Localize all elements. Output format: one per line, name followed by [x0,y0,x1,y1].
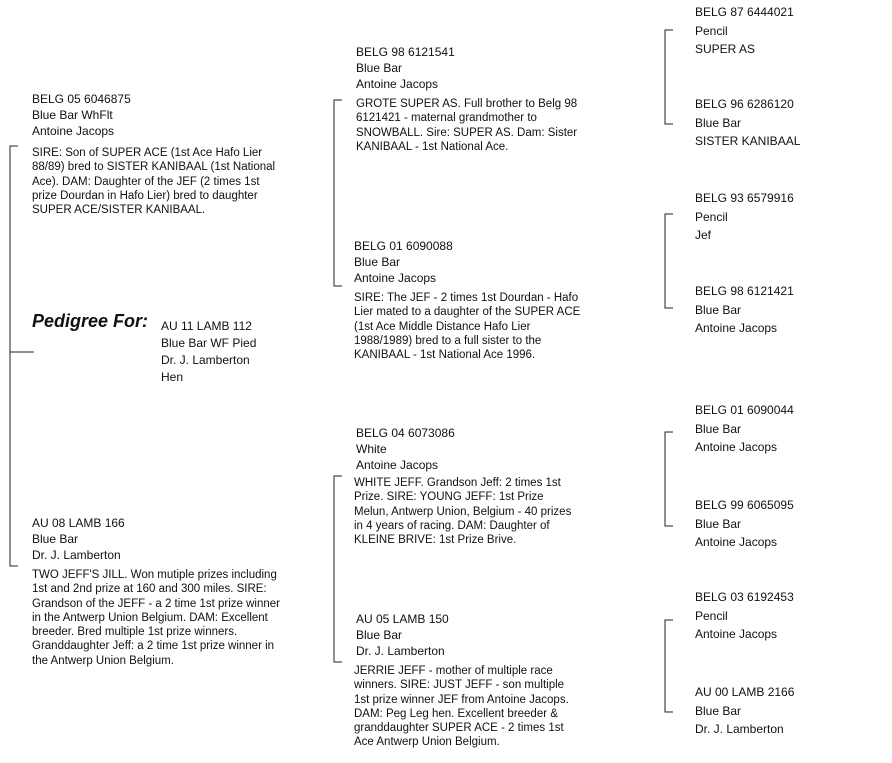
ggp-color: Pencil [695,608,728,623]
dam-description [32,568,280,668]
sire-description [32,146,275,217]
sire-dam-description [354,291,580,362]
ggp-band: BELG 87 6444021 [695,5,794,19]
ggp-card-5 [695,401,794,457]
ggp-bracket-1 [665,30,673,124]
sire-owner: Antoine Jacops [32,124,115,138]
dam-sire-desc-line: in 4 years of racing. DAM: Daughter of [354,519,550,532]
ggp-band: BELG 98 6121421 [695,284,794,298]
sire-sire-desc-line: KANIBAAL - 1st National Ace. [356,140,509,153]
sire-sire-card [356,45,455,92]
sire-band: BELG 05 6046875 [32,92,131,106]
subject-owner: Dr. J. Lamberton [161,353,250,367]
dam-desc-line: TWO JEFF'S JILL. Won mutiple prizes including [32,569,277,581]
dam-owner: Dr. J. Lamberton [32,548,121,562]
ggp-color: Blue Bar [695,516,742,531]
dam-sire-band: BELG 04 6073086 [356,426,455,440]
dam-sire-description [354,476,571,547]
dam-dam-desc-line: 1st prize winner JEF from Antoine Jacops. [354,693,569,706]
dam-sire-desc-line: WHITE JEFF. Grandson Jeff: 2 times 1st [354,477,561,489]
sire-sire-desc-line: 6121421 - maternal grandmother to [356,112,537,125]
dam-desc-line: the Antwerp Union Belgium. [32,654,174,667]
ggp-color: Pencil [695,209,728,224]
ggp-card-7 [695,588,794,644]
dam-desc-line: Grandson of the JEFF - a 2 time 1st prize winner [32,597,280,610]
sire-desc-line: SUPER ACE/SISTER KANIBAAL. [32,204,206,217]
dam-sire-owner: Antoine Jacops [356,458,439,472]
sire-dam-color: Blue Bar [354,255,401,269]
ggp-bracket-3 [665,432,673,526]
ggp-name: SISTER KANIBAAL [695,134,801,148]
ggp-band: BELG 93 6579916 [695,191,794,205]
dam-dam-band: AU 05 LAMB 150 [356,612,449,626]
sire-dam-band: BELG 01 6090088 [354,239,453,253]
sire-sire-desc-line: SNOWBALL. Sire: SUPER AS. Dam: Sister [356,126,578,139]
ggp-name: Antoine Jacops [695,440,778,454]
dam-dam-card [356,612,449,659]
sire-dam-desc-line: KANIBAAL - 1st National Ace 1996. [354,349,536,362]
dam-sire-desc-line: Prize. SIRE: YOUNG JEFF: 1st Prize [354,491,544,504]
dam-dam-color: Blue Bar [356,628,403,642]
sire-desc-line: 88/89) bred to SISTER KANIBAAL (1st National [32,161,276,174]
ggp-name: Antoine Jacops [695,627,778,641]
subject-band: AU 11 LAMB 112 [161,319,252,333]
dam-sire-desc-line: KLEINE BRIVE: 1st Prize Brive. [354,534,517,547]
dam-desc-line: in the Antwerp Union Belgium. DAM: Excellent [32,611,268,624]
sire-desc-line: SIRE: Son of SUPER ACE (1st Ace Hafo Lier [32,147,263,159]
dam-dam-owner: Dr. J. Lamberton [356,644,445,658]
ggp-band: BELG 03 6192453 [695,590,794,604]
ggp-color: Blue Bar [695,703,742,718]
dam-desc-line: breeder. Bred multiple 1st prize winners. [32,626,238,639]
sire-sire-band: BELG 98 6121541 [356,45,455,59]
dam-sire-desc-line: Melun, Antwerp Union, Belgium - 40 prizes [354,505,572,518]
ggp-card-2 [695,95,800,151]
sire-sire-description [356,97,577,154]
dam-dam-desc-line: Ace Antwerp Union Belgium. [354,736,500,749]
sire-dam-desc-line: SIRE: The JEF - 2 times 1st Dourdan - Hafo [354,292,579,304]
ggp-name: SUPER AS [695,42,756,56]
sire-dam-owner: Antoine Jacops [354,271,437,285]
dam-color: Blue Bar [32,532,79,546]
subject-card [161,319,256,385]
sire-dam-card [354,239,453,286]
ggp-bracket-2 [665,214,673,308]
ggp-band: BELG 01 6090044 [695,403,794,417]
ggp-band: AU 00 LAMB 2166 [695,685,795,699]
dam-desc-line: 1st and 2nd prize at 160 and 300 miles. SIRE: [32,583,267,596]
sire-card [32,92,131,139]
sire-sire-owner: Antoine Jacops [356,77,439,91]
dam-bracket [334,476,342,662]
dam-dam-desc-line: DAM: Peg Leg hen. Excellent breeder & [354,707,558,720]
dam-sire-card [356,426,455,473]
sire-sire-color: Blue Bar [356,61,403,75]
ggp-band: BELG 96 6286120 [695,97,794,111]
dam-dam-description [354,664,569,750]
dam-dam-desc-line: winners. SIRE: JUST JEFF - son multiple [354,679,565,692]
ggp-bracket-4 [665,620,673,712]
ggp-card-1 [695,3,794,59]
ggp-card-8 [695,683,794,739]
ggp-card-3 [695,189,794,245]
dam-card [32,516,125,563]
ggp-color: Blue Bar [695,115,742,130]
sire-dam-desc-line: (1st Ace Middle Distance Hafo Lier [354,320,531,333]
ggp-card-6 [695,496,794,552]
subject-sex: Hen [161,370,184,384]
subject-bracket [10,146,18,566]
ggp-color: Blue Bar [695,302,742,317]
dam-desc-line: Granddaughter Jeff: a 2 time 1st prize winner in [32,640,275,653]
ggp-name: Dr. J. Lamberton [695,722,784,736]
dam-sire-color: White [356,442,387,456]
subject-color: Blue Bar WF Pied [161,336,257,350]
pedigree-title: Pedigree For: [32,311,149,331]
ggp-band: BELG 99 6065095 [695,498,794,512]
dam-dam-desc-line: granddaughter SUPER ACE - 2 times 1st [354,722,564,735]
ggp-name: Jef [695,228,712,242]
sire-desc-line: prize Dourdan in Hafo Lier) bred to daughter [32,189,258,202]
dam-band: AU 08 LAMB 166 [32,516,125,530]
sire-dam-desc-line: Lier mated to a daughter of the SUPER ACE [354,306,581,319]
ggp-color: Pencil [695,23,728,38]
ggp-color: Blue Bar [695,421,742,436]
ggp-name: Antoine Jacops [695,535,778,549]
sire-sire-desc-line: GROTE SUPER AS. Full brother to Belg 98 [356,98,578,110]
sire-bracket [334,100,342,286]
ggp-name: Antoine Jacops [695,321,778,335]
ggp-card-4 [695,282,794,338]
sire-desc-line: Ace). DAM: Daughter of the JEF (2 times 1st [32,175,260,188]
sire-color: Blue Bar WhFlt [32,108,113,122]
sire-dam-desc-line: 1988/1989) bred to a full sister to the [354,334,542,347]
dam-dam-desc-line: JERRIE JEFF - mother of multiple race [354,665,553,677]
